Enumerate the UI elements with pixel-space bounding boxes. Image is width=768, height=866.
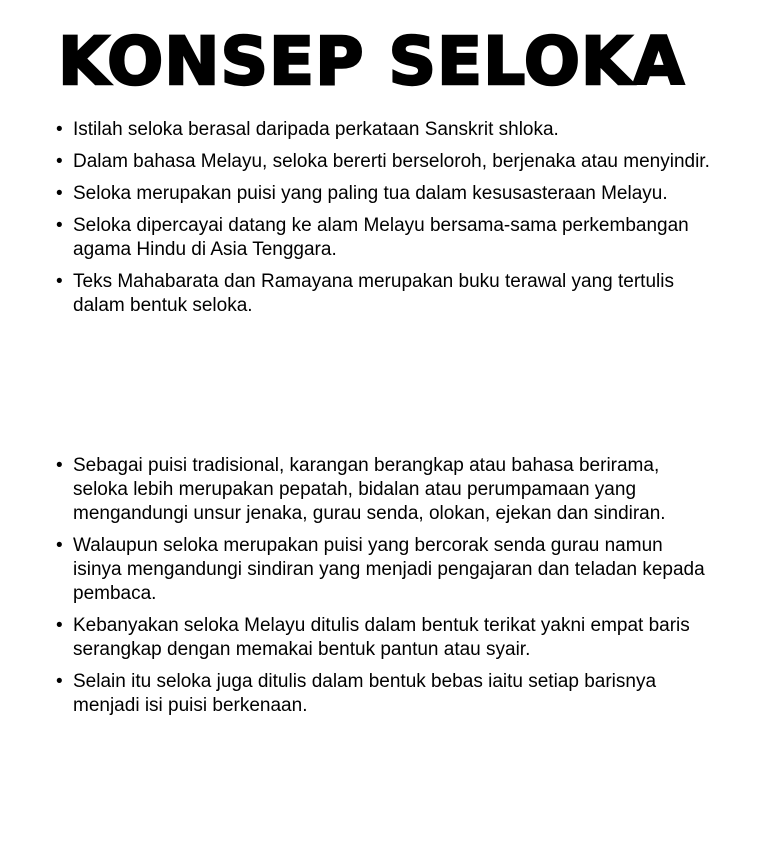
bullet-item: • Walaupun seloka merupakan puisi yang bercorak senda gurau namun isinya mengandungi sindiran yang menjadi pengajaran dan teladan kepada pembaca. bbox=[56, 534, 716, 606]
bullet-item: • Dalam bahasa Melayu, seloka bererti berseloroh, berjenaka atau menyindir. bbox=[56, 150, 716, 174]
bullet-list-upper bbox=[56, 118, 716, 326]
bullet-item: • Sebagai puisi tradisional, karangan berangkap atau bahasa berirama, seloka lebih merupakan pepatah, bidalan atau perumpamaan yang mengandungi unsur jenaka, gurau senda, olokan, ejekan dan sindiran. bbox=[56, 454, 716, 526]
slide-title: KONSEP SELOKA bbox=[58, 23, 686, 100]
bullet-item: • Kebanyakan seloka Melayu ditulis dalam bentuk terikat yakni empat baris serangkap dengan memakai bentuk pantun atau syair. bbox=[56, 614, 716, 662]
bullet-item: • Teks Mahabarata dan Ramayana merupakan buku terawal yang tertulis dalam bentuk seloka. bbox=[56, 270, 716, 318]
bullet-item: • Seloka merupakan puisi yang paling tua dalam kesusasteraan Melayu. bbox=[56, 182, 716, 206]
bullet-list-lower bbox=[56, 454, 716, 726]
bullet-item: • Seloka dipercayai datang ke alam Melayu bersama-sama perkembangan agama Hindu di Asia Tenggara. bbox=[56, 214, 716, 262]
bullet-item: • Selain itu seloka juga ditulis dalam bentuk bebas iaitu setiap barisnya menjadi isi puisi berkenaan. bbox=[56, 670, 716, 718]
bullet-item: • Istilah seloka berasal daripada perkataan Sanskrit shloka. bbox=[56, 118, 716, 142]
